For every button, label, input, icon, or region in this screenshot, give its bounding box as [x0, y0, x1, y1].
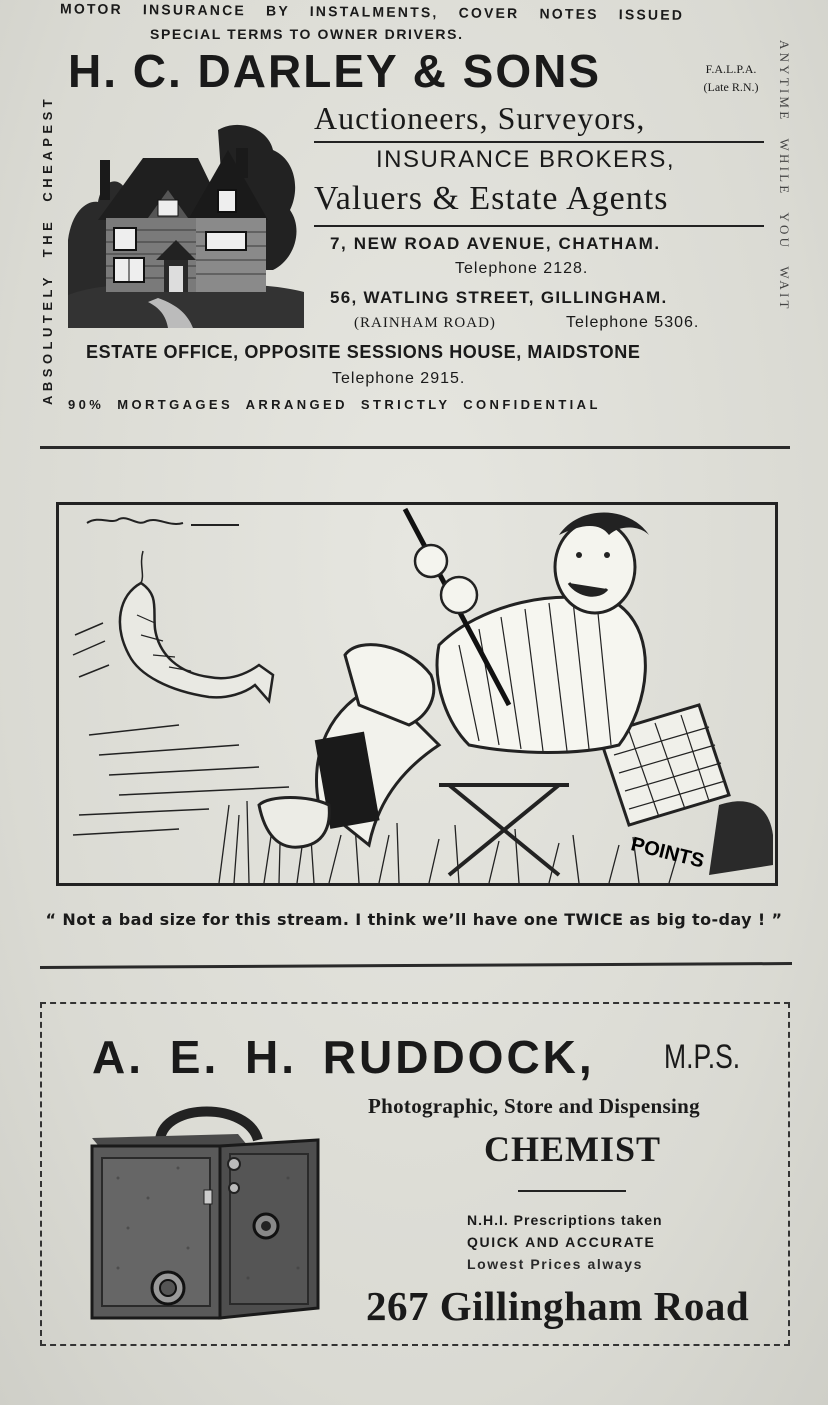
- chemist-qualification: M.P.S.: [664, 1038, 741, 1076]
- mortgages-line: 90% MORTGAGES ARRANGED STRICTLY CONFIDENTIAL: [68, 397, 601, 412]
- chemist-name: A. E. H. RUDDOCK,: [92, 1031, 595, 1083]
- insurance-line: INSURANCE BROKERS,: [376, 146, 676, 173]
- credentials: [686, 60, 776, 96]
- angler-cartoon-icon: [59, 505, 775, 883]
- auctioneers-line: Auctioneers, Surveyors,: [314, 100, 646, 136]
- basket-label: POINTS: [628, 833, 707, 873]
- chatham-address: 7, NEW ROAD AVENUE, CHATHAM.: [330, 234, 661, 253]
- rainham-road-note: (RAINHAM ROAD): [354, 315, 496, 331]
- divider: [314, 225, 764, 227]
- gillingham-telephone: Telephone 5306.: [566, 314, 700, 331]
- section-divider: [40, 962, 792, 969]
- nhi-line: N.H.I. Prescriptions taken: [467, 1212, 663, 1228]
- valuers-line: Valuers & Estate Agents: [314, 180, 669, 217]
- box-camera-icon: [88, 1098, 324, 1328]
- quick-line: QUICK AND ACCURATE: [467, 1234, 656, 1250]
- section-divider: [40, 446, 790, 449]
- maidstone-telephone: Telephone 2915.: [332, 370, 466, 387]
- credentials-line1: F.A.L.P.A.: [705, 62, 757, 76]
- house-icon: [68, 120, 304, 328]
- divider: [518, 1190, 626, 1192]
- firm-name: H. C. DARLEY & SONS: [68, 45, 601, 97]
- chemist-heading: CHEMIST: [484, 1129, 662, 1169]
- special-terms-line: SPECIAL TERMS TO OWNER DRIVERS.: [150, 26, 464, 42]
- motor-insurance-line: MOTOR INSURANCE BY INSTALMENTS, COVER NOTES ISSUED: [59, 0, 685, 23]
- side-text-cheapest: ABSOLUTELY THE CHEAPEST: [40, 94, 55, 405]
- divider: [314, 141, 764, 143]
- credentials-line2: (Late R.N.): [703, 80, 759, 94]
- photographic-line: Photographic, Store and Dispensing: [368, 1094, 700, 1118]
- chatham-telephone: Telephone 2128.: [455, 260, 589, 277]
- cartoon-panel: [56, 502, 778, 886]
- cartoon-caption: “ Not a bad size for this stream. I think we’ll have one TWICE as big to-day ! ”: [45, 910, 783, 929]
- chemist-address: 267 Gillingham Road: [366, 1283, 750, 1329]
- gillingham-address: 56, WATLING STREET, GILLINGHAM.: [330, 288, 668, 307]
- lowest-prices-line: Lowest Prices always: [467, 1256, 643, 1272]
- maidstone-estate-office: ESTATE OFFICE, OPPOSITE SESSIONS HOUSE, MAIDSTONE: [86, 342, 641, 362]
- side-text-anytime: ANYTIME WHILE YOU WAIT: [777, 40, 792, 312]
